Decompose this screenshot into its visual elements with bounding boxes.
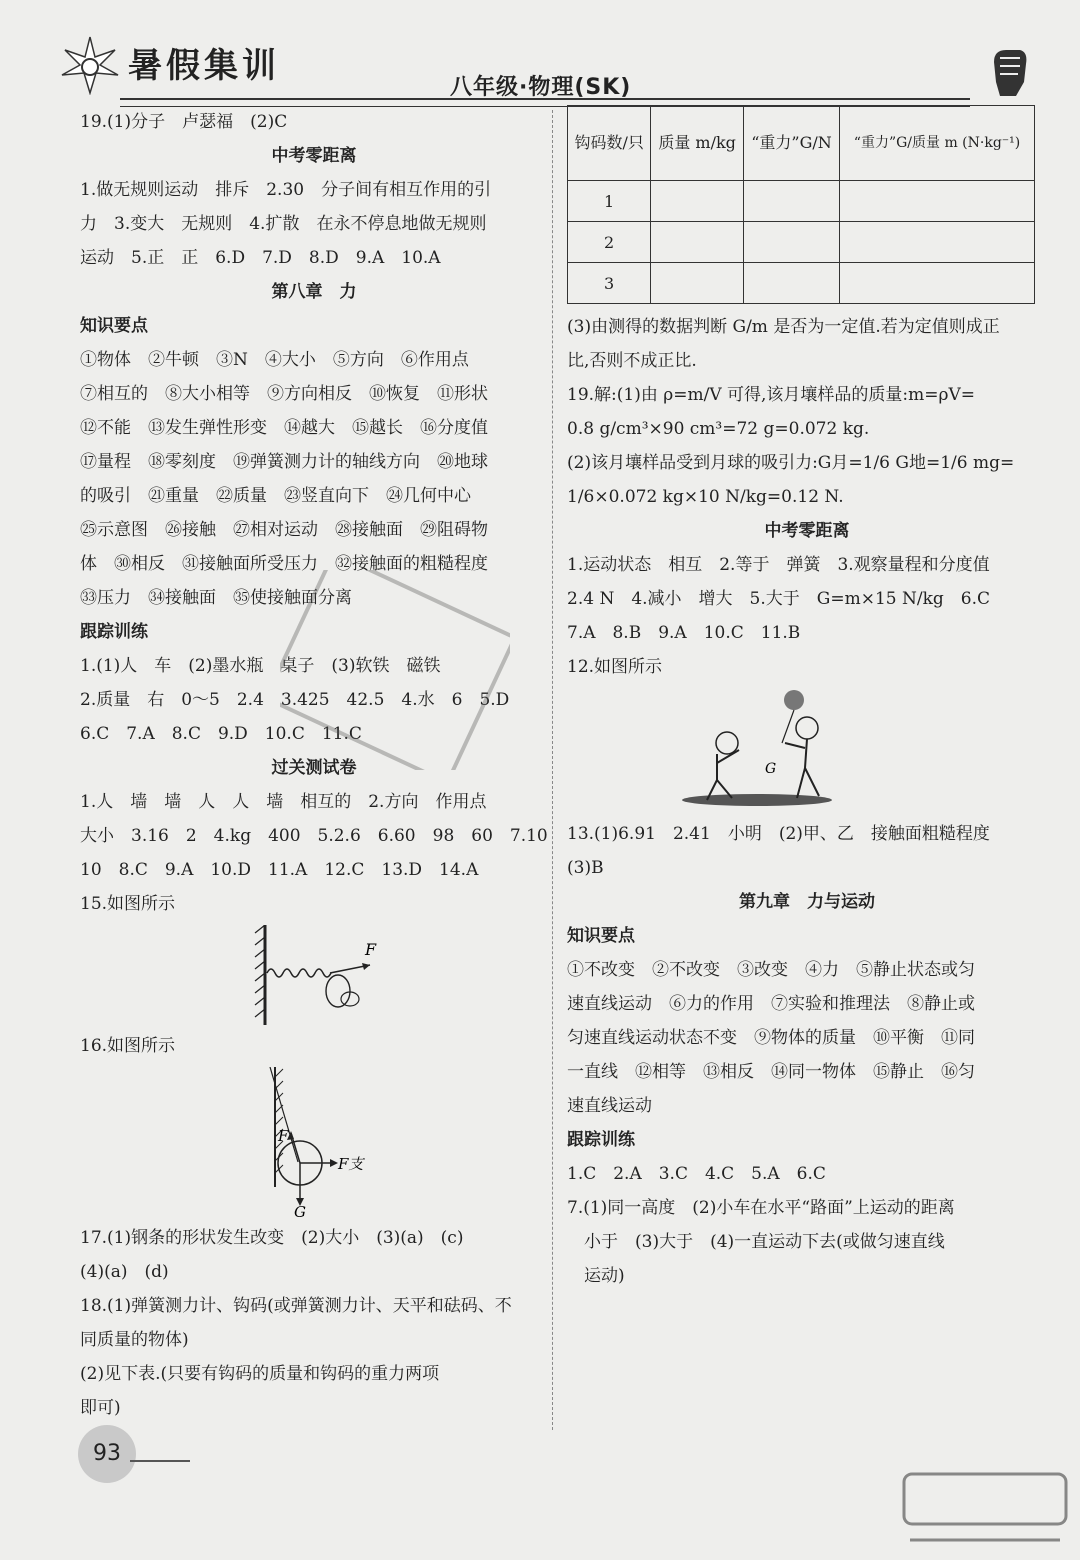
answer-line: 即可): [80, 1398, 121, 1418]
section-heading: 过关测试卷: [271, 758, 357, 778]
answer-line: 1.C 2.A 3.C 4.C 5.A 6.C: [567, 1164, 826, 1184]
left-lines: [80, 105, 548, 921]
table-cell: [651, 222, 744, 263]
answer-line: 速直线运动: [567, 1096, 652, 1116]
table-header: 质量 m/kg: [651, 106, 744, 181]
answer-line: 同质量的物体): [80, 1330, 189, 1350]
table-header: 钩码数/只: [568, 106, 651, 181]
answer-line: 2.4 N 4.减小 增大 5.大于 G=m×15 N/kg 6.C: [567, 589, 990, 609]
answer-line: 1.(1)人 车 (2)墨水瓶 桌子 (3)软铁 磁铁: [80, 656, 441, 676]
answer-line: 力 3.变大 无规则 4.扩散 在永不停息地做无规则: [80, 214, 487, 234]
answer-line: (2)该月壤样品受到月球的吸引力:G月=1/6 G地=1/6 mg=: [567, 453, 1015, 473]
table-header: “重力”G/N: [743, 106, 839, 181]
answer-line: ⑦相互的 ⑧大小相等 ⑨方向相反 ⑩恢复 ⑪形状: [80, 384, 488, 404]
site-logo-watermark: [900, 1470, 1070, 1550]
answer-line: ①不改变 ②不改变 ③改变 ④力 ⑤静止状态或匀: [567, 960, 975, 980]
answer-line: (2)见下表.(只要有钩码的质量和钩码的重力两项: [80, 1364, 440, 1384]
table-cell: [840, 263, 1035, 304]
section-heading: 中考零距离: [764, 521, 850, 541]
section-heading: 第九章 力与运动: [739, 892, 875, 912]
force-label-f: F: [278, 1127, 289, 1145]
ball-wall-diagram: [80, 1067, 548, 1217]
right-lines: [567, 310, 1047, 684]
answer-line: 18.(1)弹簧测力计、钩码(或弹簧测力计、天平和砝码、不: [80, 1296, 512, 1316]
answer-line: 运动 5.正 正 6.D 7.D 8.D 9.A 10.A: [80, 248, 441, 268]
answer-line: 0.8 g/cm³×90 cm³=72 g=0.072 kg.: [567, 419, 870, 439]
answer-line: 比,否则不成正比.: [567, 351, 697, 371]
answer-line: 1.运动状态 相互 2.等于 弹簧 3.观察量程和分度值: [567, 555, 990, 575]
table-cell: 3: [568, 263, 651, 304]
table-cell: 2: [568, 222, 651, 263]
answer-line: 7.(1)同一高度 (2)小车在水平“路面”上运动的距离: [567, 1198, 955, 1218]
table-cell: [651, 181, 744, 222]
answer-line: 19.(1)分子 卢瑟福 (2)C: [80, 112, 288, 132]
answer-line: 10 8.C 9.A 10.D 11.A 12.C 13.D 14.A: [80, 860, 479, 880]
answer-line: 7.A 8.B 9.A 10.C 11.B: [567, 623, 801, 643]
answer-line: 运动): [567, 1266, 625, 1286]
answer-line: 1.人 墙 墙 人 人 墙 相互的 2.方向 作用点: [80, 792, 487, 812]
answer-line: 12.如图所示: [567, 657, 663, 677]
table-row: [568, 222, 1035, 263]
force-label-f: F: [365, 940, 377, 959]
figure-15: [80, 925, 548, 1025]
table-cell: [743, 263, 839, 304]
star-burst-icon: [60, 35, 120, 95]
figure-12: [567, 688, 1047, 813]
answer-line: 13.(1)6.91 2.41 小明 (2)甲、乙 接触面粗糙程度: [567, 824, 990, 844]
answer-line: 匀速直线运动状态不变 ⑨物体的质量 ⑩平衡 ⑪同: [567, 1028, 975, 1048]
section-heading: 中考零距离: [271, 146, 357, 166]
right-lines-2: [567, 817, 1047, 1293]
brand-title: 暑假集训: [128, 46, 280, 86]
answer-line: 6.C 7.A 8.C 9.D 10.C 11.C: [80, 724, 362, 744]
fist-icon: [986, 42, 1030, 98]
answer-line: ㉕示意图 ㉖接触 ㉗相对运动 ㉘接触面 ㉙阻碍物: [80, 520, 488, 540]
spring-diagram: [80, 925, 548, 1025]
table-header: “重力”G/质量 m (N·kg⁻¹): [840, 106, 1035, 181]
column-divider: [552, 110, 553, 1430]
answer-table: [567, 105, 1035, 304]
table-cell: [840, 222, 1035, 263]
table-header-row: [568, 106, 1035, 181]
answer-line: (3)B: [567, 858, 604, 878]
grade-subject: 八年级·物理(SK): [450, 75, 632, 100]
answer-line: 17.(1)钢条的形状发生改变 (2)大小 (3)(a) (c): [80, 1228, 464, 1248]
answer-line: 小于 (3)大于 (4)一直运动下去(或做匀速直线: [567, 1232, 945, 1252]
answer-line: ㉝压力 ㉞接触面 ㉟使接触面分离: [80, 588, 352, 608]
subsection-heading: 知识要点: [80, 316, 148, 336]
stamp-watermark: [280, 570, 510, 770]
answer-line: ⑰量程 ⑱零刻度 ⑲弹簧测力计的轴线方向 ⑳地球: [80, 452, 488, 472]
left-lines-3: [80, 1221, 548, 1425]
table-cell: [840, 181, 1035, 222]
answer-line: ①物体 ②牛顿 ③N ④大小 ⑤方向 ⑥作用点: [80, 350, 469, 370]
answer-line: (4)(a) (d): [80, 1262, 169, 1282]
answer-line: ⑫不能 ⑬发生弹性形变 ⑭越大 ⑮越长 ⑯分度值: [80, 418, 488, 438]
table-cell: [743, 222, 839, 263]
answer-line: 16.如图所示: [80, 1036, 176, 1056]
section-heading: 第八章 力: [271, 282, 357, 302]
answer-line: 1/6×0.072 kg×10 N/kg=0.12 N.: [567, 487, 844, 507]
table-cell: [651, 263, 744, 304]
answer-line: 1.做无规则运动 排斥 2.30 分子间有相互作用的引: [80, 180, 492, 200]
subsection-heading: 跟踪训练: [567, 1130, 635, 1150]
figure-16: [80, 1067, 548, 1217]
tug-figure: [567, 688, 1047, 813]
page-header: [60, 30, 1040, 105]
answer-line: 体 ㉚相反 ㉛接触面所受压力 ㉜接触面的粗糙程度: [80, 554, 488, 574]
subsection-heading: 知识要点: [567, 926, 635, 946]
right-column: [567, 105, 1047, 1293]
subsection-heading: 跟踪训练: [80, 622, 148, 642]
force-label-gravity: G: [294, 1203, 306, 1217]
answer-line: 的吸引 ㉑重量 ㉒质量 ㉓竖直向下 ㉔几何中心: [80, 486, 471, 506]
table-cell: 1: [568, 181, 651, 222]
force-label-support: F支: [338, 1155, 364, 1173]
answer-line: 速直线运动 ⑥力的作用 ⑦实验和推理法 ⑧静止或: [567, 994, 975, 1014]
answer-line: 一直线 ⑫相等 ⑬相反 ⑭同一物体 ⑮静止 ⑯匀: [567, 1062, 975, 1082]
table-row: [568, 181, 1035, 222]
answer-line: 15.如图所示: [80, 894, 176, 914]
table-cell: [743, 181, 839, 222]
answer-line: (3)由测得的数据判断 G/m 是否为一定值.若为定值则成正: [567, 317, 1000, 337]
table-row: [568, 263, 1035, 304]
answer-line: 2.质量 右 0～5 2.4 3.425 42.5 4.水 6 5.D: [80, 690, 510, 710]
answer-line: 19.解:(1)由 ρ=m/V 可得,该月壤样品的质量:m=ρV=: [567, 385, 976, 405]
gravity-label: G: [765, 761, 777, 777]
page-number: 93: [78, 1425, 136, 1483]
page-number-rule: [130, 1460, 190, 1462]
left-lines-2: [80, 1029, 548, 1063]
answer-line: 大小 3.16 2 4.kg 400 5.2.6 6.60 98 60 7.10: [80, 826, 548, 846]
